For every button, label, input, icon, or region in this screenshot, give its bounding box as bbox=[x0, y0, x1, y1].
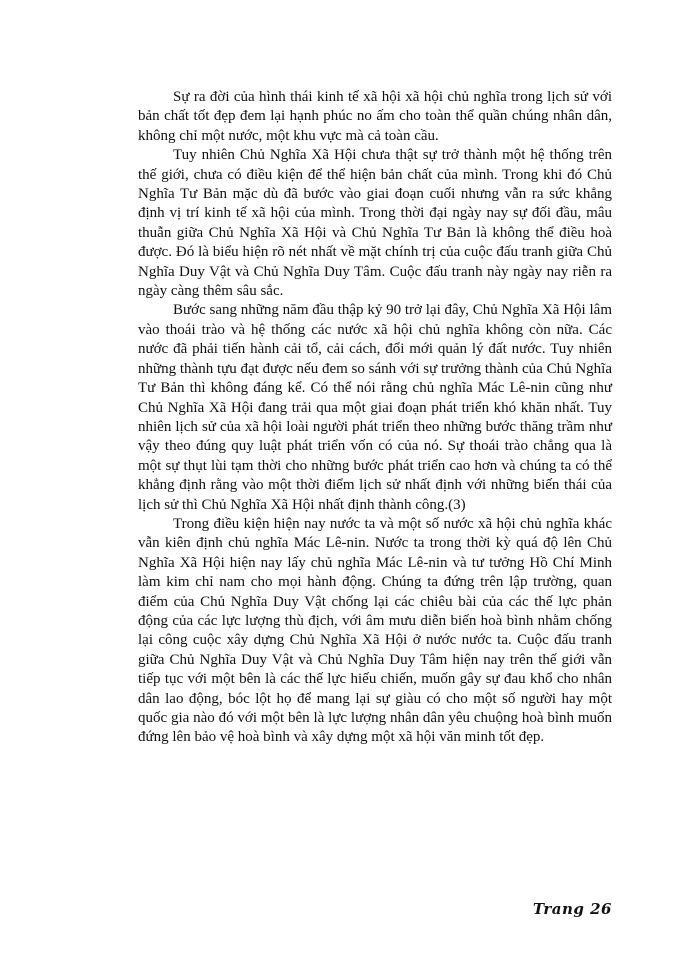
paragraph-4: Trong điều kiện hiện nay nước ta và một số nước xã hội chủ nghĩa khác vẫn kiên định chủ nghĩa Mác Lê-nin. Nước ta trong thời kỳ quá độ lên Chủ Nghĩa Xã Hội hiện nay lấy chủ nghĩa Mác Lê-nin và tư tưởng Hồ Chí Minh làm kim chỉ nam cho mọi hành động. Chúng ta đứng trên lập trường, quan điểm của Chủ Nghĩa Duy Vật chống lại các chiêu bài của các thế lực phản động của các lực lượng thù địch, với âm mưu diễn biến hoà bình nhằm chống lại công cuộc xây dựng Chủ Nghĩa Xã Hội ở nước nước ta. Cuộc đấu tranh giữa Chủ Nghĩa Duy Vật và Chủ Nghĩa Duy Tâm hiện nay trên thế giới vẫn tiếp tục với một bên là các thế lực hiếu chiến, muốn gây sự đau khổ cho nhân dân lao động, bóc lột họ để mang lại sự giàu có cho một số người hay một quốc gia nào đó với một bên là lực lượng nhân dân yêu chuộng hoà bình muốn đứng lên bảo vệ hoà bình và xây dựng một xã hội văn minh tốt đẹp. bbox=[138, 515, 612, 746]
paragraph-1: Sự ra đời của hình thái kinh tế xã hội xã hội chủ nghĩa trong lịch sử với bản chất tốt đẹp đem lại hạnh phúc no ấm cho toàn thể quần chúng nhân dân, không chỉ một nước, một khu vực mà cả toàn cầu. bbox=[138, 89, 612, 144]
document-body bbox=[138, 88, 612, 748]
paragraph-3: Bước sang những năm đầu thập kỷ 90 trở lại đây, Chủ Nghĩa Xã Hội lâm vào thoái trào và hệ thống các nước xã hội chủ nghĩa không còn nữa. Các nước đã phải tiến hành cải tổ, cải cách, đổi mới quản lý đất nước. Tuy nhiên những thành tựu đạt được nếu đem so sánh với sự trưởng thành của Chủ Nghĩa Tư Bản thì không đáng kể. Có thể nói rằng chủ nghĩa Mác Lê-nin cũng như Chủ Nghĩa Xã Hội đang trải qua một giai đoạn phát triển khó khăn nhất. Tuy nhiên lịch sử của xã hội loài người phát triển theo những bước thăng trầm như vậy theo đúng quy luật phát triển vốn có của nó. Sự thoái trào chẳng qua là một sự thụt lùi tạm thời cho những bước phát triển cao hơn và chúng ta có thể khẳng định rằng vào một thời điểm lịch sử nhất định với những biến thái của lịch sử thì Chủ Nghĩa Xã Hội nhất định thành công.(3) bbox=[138, 302, 612, 513]
paragraph-2: Tuy nhiên Chủ Nghĩa Xã Hội chưa thật sự trở thành một hệ thống trên thế giới, chưa có điều kiện để thể hiện bản chất của mình. Trong khi đó Chủ Nghĩa Tư Bản mặc dù đã bước vào giai đoạn cuối nhưng vẫn ra sức khẳng định vị trí kinh tế xã hội của mình. Trong thời đại ngày nay sự đối đầu, mâu thuẫn giữa Chủ Nghĩa Xã Hội và Chủ Nghĩa Tư Bản là không thể điều hoà được. Đó là biểu hiện rõ nét nhất về mặt chính trị của cuộc đấu tranh giữa Chủ Nghĩa Duy Vật và Chủ Nghĩa Duy Tâm. Cuộc đấu tranh này ngày nay riễn ra ngày càng thêm sâu sắc. bbox=[138, 147, 612, 300]
page-number: Trang 26 bbox=[532, 900, 612, 918]
